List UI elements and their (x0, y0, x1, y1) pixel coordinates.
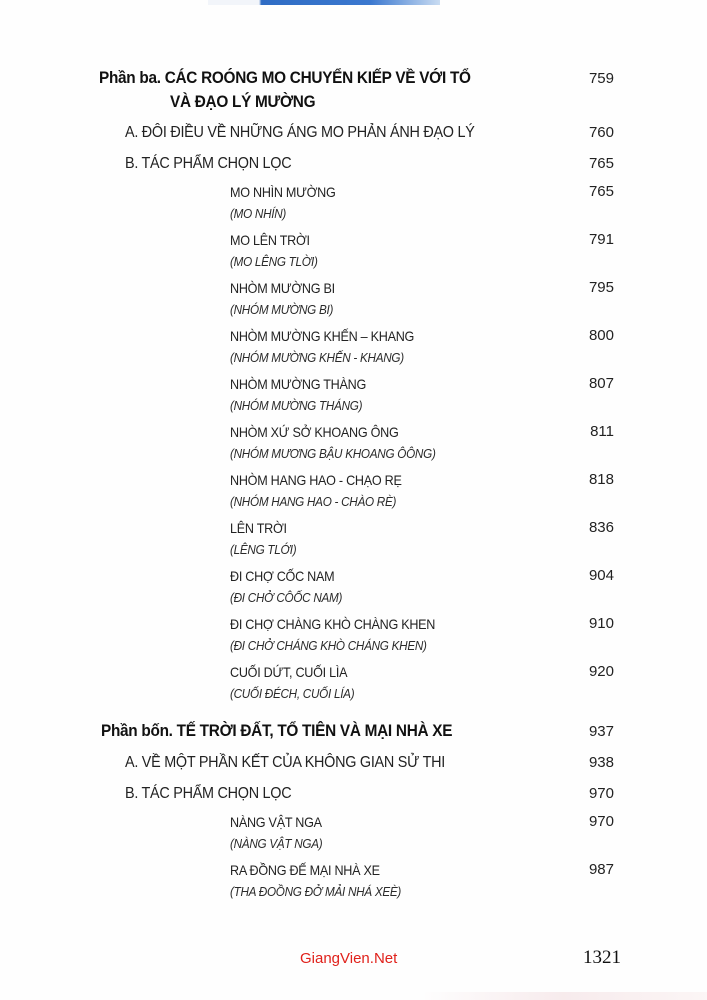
work-title: MO LÊN TRỜI (230, 232, 310, 248)
work-title: NÀNG VẬT NGA (230, 814, 322, 830)
work-page: 920 (588, 663, 614, 680)
part3-title-line2: VÀ ĐẠO LÝ MƯỜNG (170, 93, 316, 111)
work-page: 818 (588, 471, 614, 488)
work-page: 904 (588, 567, 614, 584)
work-page: 836 (588, 519, 614, 536)
top-color-band (208, 0, 440, 5)
work-title: ĐI CHỢ CỐC NAM (230, 568, 335, 584)
work-page: 807 (588, 375, 614, 392)
work-title: NHÒM MƯỜNG THÀNG (230, 376, 367, 392)
work-title: CUỐI DỨT, CUỐI LÌA (230, 664, 348, 680)
work-subtitle: (NÀNG VẬT NGA) (230, 836, 323, 851)
section-page: 760 (588, 124, 614, 141)
work-subtitle: (LÊNG TLỚI) (230, 542, 297, 557)
work-title: NHÒM HANG HAO - CHẠO RẸ (230, 472, 402, 488)
part4-page: 937 (588, 723, 614, 740)
work-page: 910 (588, 615, 614, 632)
work-title: LÊN TRỜI (230, 520, 287, 536)
work-subtitle: (MO LÊNG TLỜI) (230, 254, 318, 269)
page-edge-shadow (420, 992, 707, 1000)
work-subtitle: (ĐI CHỞ CHÁNG KHÒ CHÁNG KHEN) (230, 638, 427, 653)
work-subtitle: (MO NHÍN) (230, 206, 287, 221)
section-label: B. TÁC PHẨM CHỌN LỌC (125, 155, 292, 172)
part4-title: Phần bốn. TẾ TRỜI ĐẤT, TỔ TIÊN VÀ MẠI NHÀ XE (101, 722, 453, 740)
work-page: 765 (588, 183, 614, 200)
work-page: 811 (590, 423, 614, 440)
work-page: 970 (588, 813, 614, 830)
work-subtitle: (CUỐI ĐÉCH, CUỐI LÍA) (230, 686, 355, 701)
watermark-link[interactable]: GiangVien.Net (300, 950, 398, 967)
page-number: 1321 (583, 947, 621, 968)
section-page: 765 (588, 155, 614, 172)
part3-title-line1: Phần ba. CÁC ROÓNG MO CHUYỂN KIẾP VỀ VỚI TỔ (99, 69, 471, 87)
section-label: A. VỀ MỘT PHẦN KẾT CỦA KHÔNG GIAN SỬ THI (125, 754, 445, 771)
work-title: RA ĐỒNG ĐẾ MẠI NHÀ XE (230, 862, 380, 878)
work-page: 800 (588, 327, 614, 344)
work-page: 795 (588, 279, 614, 296)
work-title: ĐI CHỢ CHÀNG KHÒ CHÀNG KHEN (230, 616, 436, 632)
work-subtitle: (NHÓM MƯỜNG KHẾN - KHANG) (230, 350, 404, 365)
work-subtitle: (NHÓM MƯƠNG BẬU KHOANG ÔÔNG) (230, 446, 436, 461)
section-page: 970 (588, 785, 614, 802)
section-page: 938 (588, 754, 614, 771)
work-title: NHÒM MƯỜNG KHẾN – KHANG (230, 328, 415, 344)
work-subtitle: (NHÓM HANG HAO - CHÀO RÈ) (230, 494, 397, 509)
work-title: NHÒM MƯỜNG BI (230, 280, 335, 296)
work-subtitle: (NHÓM MƯỜNG BI) (230, 302, 334, 317)
work-title: MO NHÌN MƯỜNG (230, 184, 336, 200)
work-subtitle: (NHÓM MƯỜNG THÁNG) (230, 398, 363, 413)
work-page: 987 (588, 861, 614, 878)
work-subtitle: (THA ĐOỒNG ĐỞ MẢI NHÁ XEÈ) (230, 884, 402, 899)
part3-page: 759 (588, 70, 614, 87)
section-label: A. ĐÔI ĐIỀU VỀ NHỮNG ÁNG MO PHẢN ÁNH ĐẠO LÝ (125, 124, 475, 141)
work-page: 791 (588, 231, 614, 248)
section-label: B. TÁC PHẨM CHỌN LỌC (125, 785, 292, 802)
work-subtitle: (ĐI CHỞ CÔỐC NAM) (230, 590, 343, 605)
work-title: NHÒM XỨ SỞ KHOANG ÔNG (230, 424, 399, 440)
